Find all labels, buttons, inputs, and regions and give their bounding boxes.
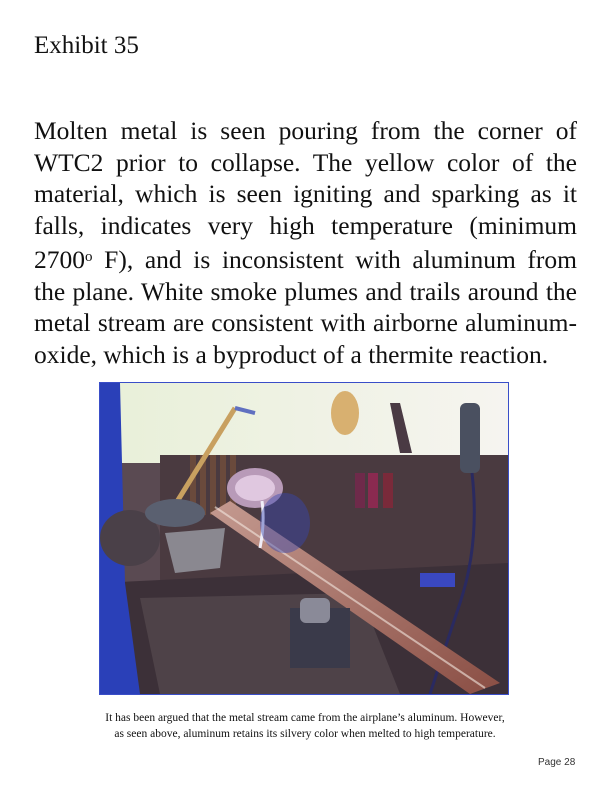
body-paragraph: [34, 115, 577, 371]
exhibit-title: Exhibit 35: [34, 32, 139, 59]
body-line-5: [34, 242, 577, 276]
temperature-value: 2700: [34, 244, 85, 274]
body-line-7: metal stream are consistent with airborne aluminum-: [34, 308, 577, 338]
photo-illustration: [100, 383, 508, 694]
body-line-1: Molten metal is seen pouring from the corner of: [34, 116, 577, 145]
body-line-4: falls, indicates very high temperature (minimum: [34, 211, 577, 241]
body-line-8: oxide, which is a byproduct of a thermite reaction.: [34, 339, 549, 369]
exhibit-photo: [99, 382, 509, 695]
degree-mark: o: [85, 248, 93, 265]
body-line-2: WTC2 prior to collapse. The yellow color of the: [34, 147, 577, 177]
caption-line-1: It has been argued that the metal stream came from the airplane’s aluminum. However,: [105, 712, 505, 724]
page-number: Page 28: [538, 757, 576, 768]
body-line-3: material, which is seen igniting and sparking as it: [34, 179, 577, 209]
caption-line-2: as seen above, aluminum retains its silvery color when melted to high temperature.: [114, 728, 496, 740]
body-line-6: the plane. White smoke plumes and trails around the: [34, 276, 577, 306]
body-line-5-text: F), and is inconsistent with aluminum from: [104, 244, 577, 274]
photo-caption: [30, 710, 580, 742]
